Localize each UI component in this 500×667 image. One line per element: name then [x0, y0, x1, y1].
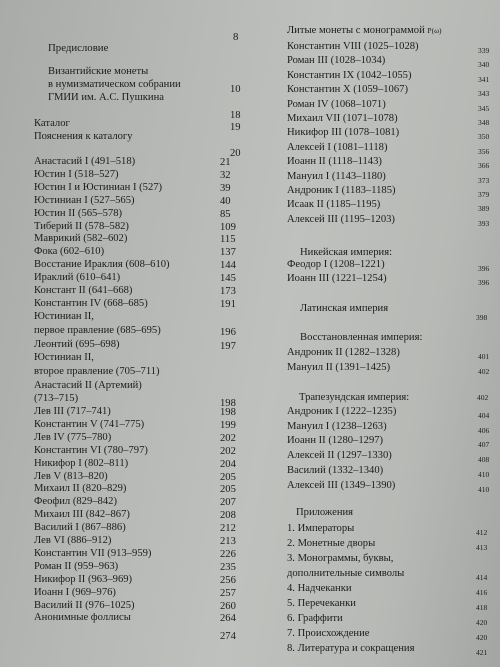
cast-entry-page: 366: [478, 161, 490, 171]
cast-coins-header-text: Литые монеты с монограммой: [287, 25, 425, 36]
trebizond-entry-name: Андроник I (1222–1235): [287, 406, 397, 417]
toc-entry-name: Лев V (813–820): [34, 470, 108, 482]
toc-entry-page: 204: [220, 458, 236, 470]
restored-entry-name: Андроник II (1282–1328): [287, 347, 400, 358]
toc-entry-name: Василий II (976–1025): [34, 599, 135, 611]
trebizond-entry-name: Мануил I (1238–1263): [287, 420, 387, 432]
toc-entry-page: 137: [220, 247, 236, 259]
toc-entry-name: Юстин I (518–527): [34, 168, 119, 180]
toc-entry-page: 202: [220, 432, 236, 444]
trebizond-title-page: 402: [477, 393, 489, 402]
toc-entry-name: Юстин I и Юстиниан I (527): [34, 181, 163, 193]
toc-entry-page: 85: [220, 208, 231, 220]
toc-entry-name: Маврикий (582–602): [34, 233, 128, 245]
appendix-entry-page: 412: [476, 528, 488, 537]
appendix-entry-name: 3. Монограммы, буквы,: [287, 553, 394, 564]
toc-entry-name: Константин VII (913–959): [34, 547, 152, 559]
justinian-first-page: 196: [220, 327, 236, 338]
toc-entry-name: Никифор II (963–969): [34, 573, 133, 585]
nicaea-entry-name: Иоанн III (1221–1254): [287, 272, 387, 284]
appendix-entry-name: 1. Императоры: [287, 523, 355, 534]
toc-entry-name: Констант II (641–668): [34, 285, 133, 296]
toc-entry-name: Лев VI (886–912): [34, 535, 112, 546]
toc-entry-name: Василий I (867–886): [34, 522, 126, 534]
appendix-entry-page: 416: [476, 588, 488, 597]
nicaea-entry-page: 396: [478, 277, 490, 287]
toc-entry-page: 208: [220, 510, 236, 522]
anastasius2-line-2: (713–715): [34, 393, 79, 404]
cast-entry-name: Роман IV (1068–1071): [287, 98, 386, 110]
toc-entry-page: 198: [220, 407, 236, 418]
cast-entry-page: 350: [478, 132, 490, 142]
appendix-entry-name: 6. Граффити: [287, 613, 343, 624]
cast-entry-page: 339: [478, 46, 490, 55]
toc-entry-name: Фока (602–610): [34, 246, 105, 258]
restored-entry-page: 401: [478, 352, 490, 361]
cast-coins-header-suffix: P(ω): [427, 26, 442, 35]
toc-entry-page: 256: [220, 574, 236, 586]
catalog-page-number: 19: [230, 122, 241, 133]
cast-entry-name: Михаил VII (1071–1078): [287, 113, 398, 124]
left-last-page-number: 274: [220, 631, 236, 642]
toc-entry-name: Константин IV (668–685): [34, 297, 148, 309]
cast-entry-name: Константин VIII (1025–1028): [287, 41, 419, 52]
toc-entry-name: Константин V (741–775): [34, 418, 145, 430]
explanations-title: Пояснения к каталогу: [34, 131, 133, 142]
appendix-entry-page: 414: [476, 573, 488, 582]
leontius-page: 197: [220, 341, 236, 352]
trebizond-entry-page: 407: [478, 440, 490, 450]
toc-entry-name: Юстиниан I (527–565): [34, 194, 135, 206]
cast-entry-name: Андроник I (1183–1185): [287, 185, 396, 196]
toc-entry-page: 205: [220, 471, 236, 483]
toc-entry-page: 205: [220, 484, 236, 496]
toc-entry-page: 144: [220, 260, 236, 272]
trebizond-entry-page: 410: [478, 484, 490, 494]
toc-entry-page: 264: [220, 613, 236, 625]
byzantine-page-number: 10: [230, 84, 241, 95]
cast-entry-page: 373: [478, 175, 490, 185]
justinian-first-line-2: первое правление (685–695): [34, 325, 161, 336]
appendix-entry-name: 4. Надчеканки: [287, 583, 352, 594]
toc-entry-page: 257: [220, 587, 236, 599]
trebizond-entry-name: Иоанн II (1280–1297): [287, 435, 384, 447]
nicaea-entry-page: 396: [478, 264, 490, 273]
cast-entry-page: 379: [478, 190, 490, 199]
toc-entry-name: Никифор I (802–811): [34, 457, 129, 469]
cast-entry-page: 393: [478, 218, 490, 228]
toc-entry-page: 199: [220, 419, 236, 431]
toc-entry-name: Лев III (717–741): [34, 406, 111, 417]
toc-entry-page: 226: [220, 548, 236, 560]
toc-entry-name: Михаил II (820–829): [34, 483, 127, 495]
cast-entry-page: 389: [478, 204, 490, 214]
appendix-entry-name: дополнительные символы: [287, 568, 405, 579]
cast-entry-page: 341: [478, 74, 490, 84]
cast-coins-header: [287, 25, 442, 37]
justinian-first-line-1: Юстиниан II,: [34, 311, 94, 322]
cast-entry-page: 348: [478, 118, 490, 127]
trebizond-entry-name: Василий (1332–1340): [287, 464, 384, 476]
explanations-page-number: 20: [230, 148, 241, 159]
toc-entry-name: Тиберий II (578–582): [34, 220, 129, 232]
cast-entry-page: 343: [478, 89, 490, 99]
appendix-entry-name: 2. Монетные дворы: [287, 538, 376, 549]
anastasius2-page: 198: [220, 398, 236, 409]
anastasius2-line-1: Анастасий II (Артемий): [34, 380, 142, 391]
toc-entry-page: 212: [220, 523, 236, 535]
toc-entry-name: Феофил (829–842): [34, 496, 117, 508]
toc-entry-page: 213: [220, 536, 236, 547]
appendix-entry-name: 8. Литература и сокращения: [287, 643, 415, 654]
nicaea-title: Никейская империя:: [300, 247, 393, 258]
cast-entry-page: 345: [478, 103, 490, 113]
toc-entry-page: 39: [220, 182, 231, 194]
toc-entry-page: 32: [220, 169, 231, 181]
leontius-name: Леонтий (695–698): [34, 339, 120, 350]
preface-title: Предисловие: [48, 42, 109, 54]
cast-entry-page: 340: [478, 60, 490, 70]
toc-entry-name: Восстание Ираклия (608–610): [34, 259, 170, 271]
toc-entry-page: 207: [220, 497, 236, 509]
trebizond-entry-page: 404: [478, 411, 490, 420]
cast-entry-name: Константин X (1059–1067): [287, 84, 408, 96]
appendix-title: Приложения: [296, 507, 354, 518]
trebizond-title: Трапезундская империя:: [299, 392, 410, 403]
nicaea-entry-name: Феодор I (1208–1221): [287, 259, 385, 270]
toc-entry-page: 145: [220, 273, 236, 285]
toc-entry-page: 235: [220, 561, 236, 573]
appendix-entry-page: 420: [476, 618, 488, 627]
toc-entry-page: 173: [220, 286, 236, 297]
cast-entry-name: Константин IX (1042–1055): [287, 69, 412, 81]
toc-entry-name: Михаил III (842–867): [34, 509, 130, 521]
byzantine-line-2: в нумизматическом собрании: [48, 79, 181, 90]
cast-entry-name: Иоанн II (1118–1143): [287, 156, 382, 168]
latin-title: Латинская империя: [300, 303, 389, 314]
toc-entry-page: 260: [220, 600, 236, 612]
toc-entry-page: 115: [220, 234, 236, 246]
toc-entry-name: Роман II (959–963): [34, 560, 119, 572]
intro-page-number: 8: [233, 31, 239, 43]
cast-entry-name: Роман III (1028–1034): [287, 55, 386, 67]
restored-entry-page: 402: [478, 367, 490, 376]
toc-entry-name: Ираклий (610–641): [34, 272, 121, 284]
trebizond-entry-name: Алексей III (1349–1390): [287, 479, 396, 491]
restored-entry-name: Мануил II (1391–1425): [287, 362, 391, 373]
toc-entry-page: 202: [220, 445, 236, 457]
toc-entry-page: 40: [220, 195, 231, 207]
trebizond-entry-name: Алексей II (1297–1330): [287, 450, 392, 462]
justinian-second-line-2: второе правление (705–711): [34, 366, 160, 377]
cast-entry-name: Никифор III (1078–1081): [287, 127, 400, 139]
trebizond-entry-page: 408: [478, 455, 490, 465]
toc-entry-name: Лев IV (775–780): [34, 431, 112, 443]
appendix-entry-page: 421: [476, 648, 488, 657]
toc-entry-name: Анонимные фоллисы: [34, 612, 131, 624]
toc-entry-name: Константин VI (780–797): [34, 444, 148, 456]
trebizond-entry-page: 406: [478, 425, 490, 435]
toc-entry-name: Иоанн I (969–976): [34, 586, 116, 598]
justinian-second-line-1: Юстиниан II,: [34, 352, 94, 363]
toc-entry-page: 191: [220, 298, 236, 310]
byzantine-line-3: ГМИИ им. А.С. Пушкина: [48, 92, 164, 103]
toc-entry-page: 109: [220, 221, 236, 233]
trebizond-entry-page: 410: [478, 469, 490, 479]
appendix-entry-name: 7. Происхождение: [287, 628, 370, 639]
cast-entry-name: Алексей I (1081–1118): [287, 141, 388, 153]
appendix-entry-page: 418: [476, 603, 488, 612]
cast-entry-name: Алексей III (1195–1203): [287, 213, 395, 225]
toc-entry-page: 21: [220, 157, 231, 168]
cast-entry-page: 356: [478, 146, 490, 156]
cast-entry-name: Мануил I (1143–1180): [287, 170, 386, 182]
appendix-entry-name: 5. Перечеканки: [287, 598, 356, 609]
latin-page: 398: [476, 313, 488, 322]
toc-entry-name: Юстин II (565–578): [34, 207, 123, 219]
cast-entry-name: Исаак II (1185–1195): [287, 199, 381, 211]
appendix-entry-page: 413: [476, 543, 488, 552]
catalog-title: Каталог: [34, 118, 70, 129]
toc-entry-name: Анастасий I (491–518): [34, 156, 136, 167]
appendix-entry-page: 420: [476, 633, 488, 642]
restored-title: Восстановленная империя:: [300, 332, 423, 343]
page-number-18: 18: [230, 110, 241, 121]
byzantine-line-1: Византийские монеты: [48, 66, 149, 77]
